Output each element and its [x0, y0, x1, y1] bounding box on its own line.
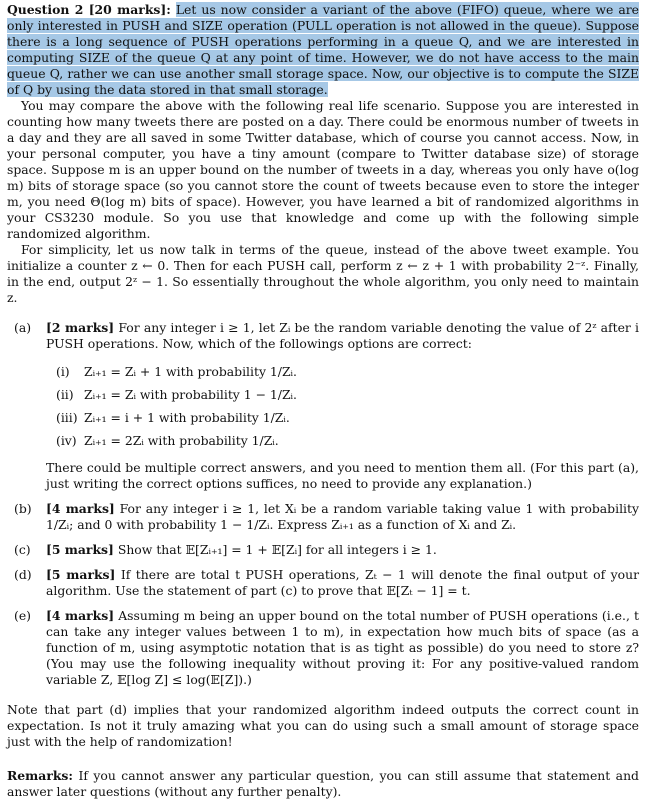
part-label: (e) — [14, 608, 32, 623]
remarks-text: If you cannot answer any particular question, you can still assume that statement and answer later questions (without any further penalty). — [7, 768, 639, 799]
part-text: [5 marks] Show that 𝔼[Zᵢ₊₁] = 1 + 𝔼[Zᵢ] for all integers i ≥ 1. — [46, 542, 437, 557]
part-text: [2 marks] For any integer i ≥ 1, let Zᵢ be the random variable denoting the value of 2ᶻ after i PUSH operations. Now, which of the followings options are correct: — [46, 320, 639, 351]
option-item — [56, 383, 639, 406]
option-item — [56, 360, 639, 383]
closing-note: Note that part (d) implies that your randomized algorithm indeed outputs the correct count in expectation. Is not it truly amazing what you can do using such a small amount of storage space just with the help of randomization! — [7, 702, 639, 749]
option-text: Zᵢ₊₁ = Zᵢ + 1 with probability 1/Zᵢ. — [84, 363, 297, 379]
option-item — [56, 406, 639, 429]
part-b — [7, 501, 639, 533]
remarks-label: Remarks: — [7, 768, 73, 783]
part-label: (d) — [14, 567, 32, 582]
option-label: (i) — [56, 363, 70, 379]
question-intro — [7, 2, 639, 98]
part-label: (b) — [14, 501, 32, 516]
option-text: Zᵢ₊₁ = Zᵢ with probability 1 − 1/Zᵢ. — [84, 386, 297, 402]
option-label: (ii) — [56, 386, 74, 402]
option-label: (iv) — [56, 432, 77, 448]
option-item — [56, 429, 639, 452]
question-parts — [7, 320, 639, 688]
part-marks: [2 marks] — [46, 320, 115, 335]
option-text: Zᵢ₊₁ = i + 1 with probability 1/Zᵢ. — [84, 409, 290, 425]
part-marks: [5 marks] — [46, 542, 114, 557]
option-text: Zᵢ₊₁ = 2Zᵢ with probability 1/Zᵢ. — [84, 432, 279, 448]
part-text: [5 marks] If there are total t PUSH operations, Zₜ − 1 will denote the final output of your algorithm. Use the statement of part (c) to prove that 𝔼[Zₜ − 1] = t. — [46, 567, 639, 598]
part-c — [7, 542, 639, 558]
option-label: (iii) — [56, 409, 78, 425]
part-text: [4 marks] Assuming m being an upper bound on the total number of PUSH operations (i.e., t can take any integer values between 1 to m), in expectation how much bits of space (as a function of m, using asymptotic notation that is as tight as possible) do you need to store z? (You may use the following inequality without proving it: For any positive-valued random variable Z, 𝔼[log Z] ≤ log(𝔼[Z]).) — [46, 608, 639, 687]
part-marks: [5 marks] — [46, 567, 116, 582]
part-text: [4 marks] For any integer i ≥ 1, let Xᵢ be a random variable taking value 1 with probability 1/Zᵢ; and 0 with probability 1 − 1/Zᵢ. Express Zᵢ₊₁ as a function of Xᵢ and Zᵢ. — [46, 501, 639, 532]
algorithm-paragraph: For simplicity, let us now talk in terms of the queue, instead of the above tweet example. You initialize a counter z ← 0. Then for each PUSH call, perform z ← z + 1 with probability 2⁻ᶻ. Finally, in the end, output 2ᶻ − 1. So essentially throughout the whole algorithm, you only need to maintain z. — [7, 242, 639, 305]
options-list — [56, 360, 639, 452]
part-a-after-text: There could be multiple correct answers, and you need to mention them all. (For this part (a), just writing the correct options suffices, no need to provide any explanation.) — [46, 460, 639, 491]
remarks — [7, 768, 639, 800]
part-label: (a) — [14, 320, 32, 335]
question-heading: Question 2 [20 marks]: — [7, 2, 171, 17]
scenario-paragraph: You may compare the above with the following real life scenario. Suppose you are interested in counting how many tweets there are posted on a day. There could be enormous number of tweets in a day and they are all saved in some Twitter database, which of course you cannot access. Now, in your personal computer, you have a tiny amount (compare to Twitter database size) of storage space. Suppose m is an upper bound on the number of tweets in a day, whereas you only have o(log m) bits of storage space (so you cannot store the count of tweets because even to store the integer m, you need Θ(log m) bits of space). However, you have learned a bit of randomized algorithms in your CS3230 module. So you use that knowledge and come up with the following simple randomized algorithm. — [7, 98, 639, 241]
part-marks: [4 marks] — [46, 608, 115, 623]
part-e — [7, 608, 639, 688]
part-a — [7, 320, 639, 492]
part-marks: [4 marks] — [46, 501, 115, 516]
part-label: (c) — [14, 542, 31, 557]
highlighted-intro-text: Let us now consider a variant of the above (FIFO) queue, where we are only interested in PUSH and SIZE operation (PULL operation is not allowed in the queue). Suppose there is a long sequence of PUSH operations performing in a queue Q, and we are interested in computing SIZE of the queue Q at any point of time. However, we do not have access to the main queue Q, rather we can use another small storage space. Now, our objective is to compute the SIZE of Q by using the data stored in that small storage. — [7, 2, 639, 97]
part-d — [7, 567, 639, 599]
